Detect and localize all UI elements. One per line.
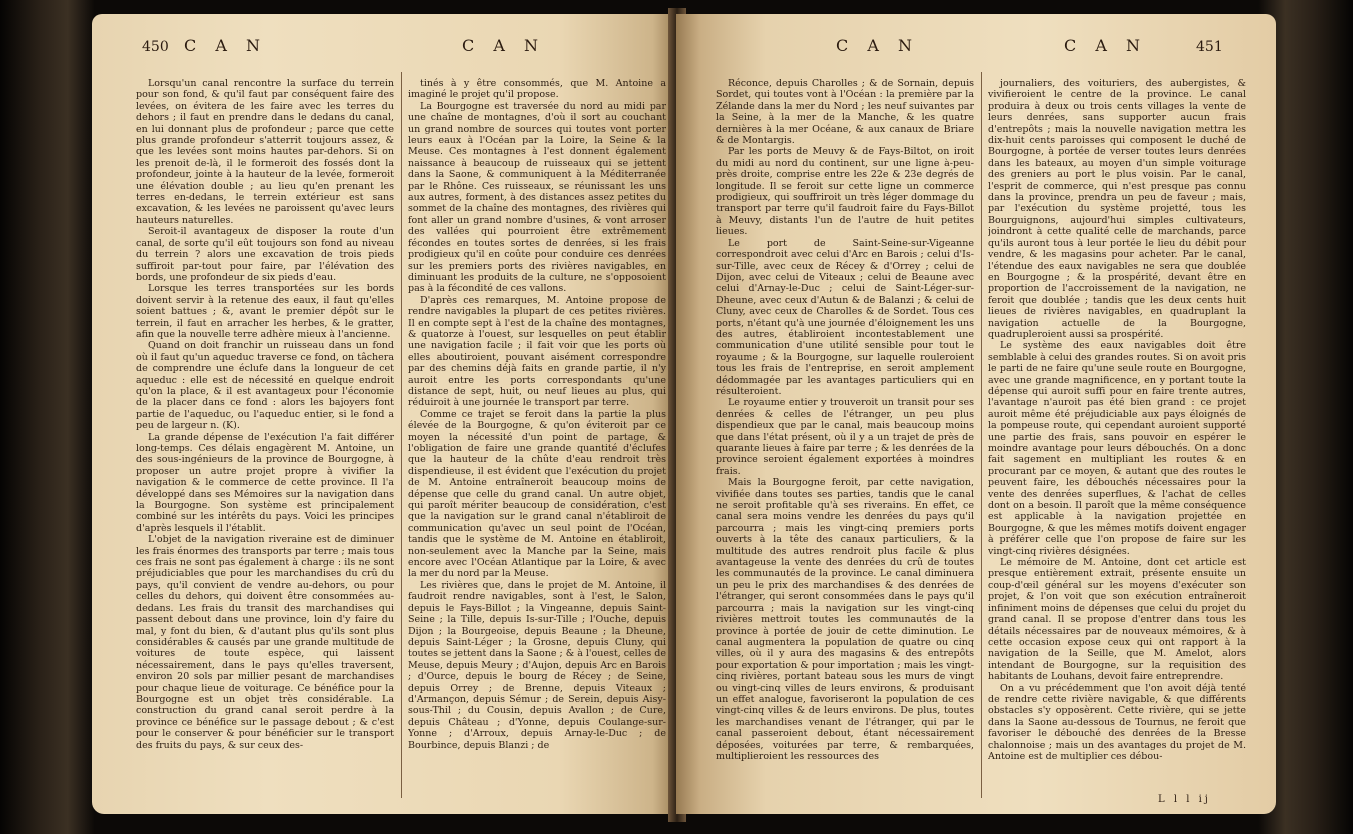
left-column-1 — [136, 78, 394, 798]
paragraph: Le système des eaux navigables doit être semblable à celui des grandes routes. Si on avoit pris le parti de ne faire qu'une seule route en Bourgogne, avec une grande magnificence, en y portant toute la dépense qui auroit suffi pour en faire trente autres, l'avantage n'auroit pas été bien grand : ce projet auroit même été préjudiciable aux pays éloignés de la pompeuse route, qui cependant auroient supporté une partie des frais, sans pouvoir en espérer le moindre avantage pour leurs débouchés. On a donc fait sagement en multipliant les routes & en procurant par ce moyen, & autant que des routes le peuvent faire, les débouchés nécessaires pour la vente des denrées superflues, & l'achat de celles dont on a besoin. Il paroît que la même conséquence est applicable à la navigation projettée en Bourgogne, & que les mêmes motifs doivent engager à préférer celle que l'on propose de faire sur les vingt-cinq rivières désignées. — [988, 340, 1246, 557]
paragraph: Les rivières que, dans le projet de M. Antoine, il faudroit rendre navigables, sont à l'est, le Salon, depuis le Fays-Billot ; la Vingeanne, depuis Saint-Seine ; la Tille, depuis Is-sur-Tille ; l'Ouche, depuis Dijon ; la Bourgeoise, depuis Beaune ; la Dheune, depuis Saint-Léger ; la Grosne, depuis Cluny, qui toutes se jettent dans la Saone ; & à l'ouest, celles de Meuse, depuis Meury ; d'Aujon, depuis Arc en Barois ; d'Ource, depuis le bourg de Récey ; de Seine, depuis Orrey ; de Brenne, depuis Viteaux ; d'Armançon, depuis Sémur ; de Serein, depuis Aisy-sous-Thil ; du Cousin, depuis Avallon ; de Cure, depuis Château ; d'Yonne, depuis Coulange-sur-Yonne ; d'Arroux, depuis Arnay-le-Duc ; de Bourbince, depuis Blanzi ; de — [408, 579, 666, 751]
left-running-head-center: C A N — [462, 36, 545, 55]
left-page — [92, 14, 676, 814]
paragraph: Lorsque les terres transportées sur les bords doivent servir à la retenue des eaux, il faut qu'elles soient battues ; &, avant le premier dépôt sur le terrein, il faut en arracher les herbes, & le gratter, afin que la nouvelle terre adhère mieux à l'ancienne. — [136, 283, 394, 340]
paragraph: La grande dépense de l'exécution l'a fait différer long-temps. Ces délais engagèrent M. Antoine, un des sous-ingénieurs de la province de Bourgogne, à proposer un autre projet propre à vivifier la navigation & le commerce de cette province. Il l'a développé dans ses Mémoires sur la navigation dans la Bourgogne. Son système est principalement combiné sur les intérêts du pays. Voici les principes d'après lesquels il l'établit. — [136, 431, 394, 534]
paragraph: Lorsqu'un canal rencontre la surface du terrein pour son fond, & qu'il faut par conséquent faire des levées, on évitera de les faire avec les terres du dehors ; il faut en prendre dans le dedans du canal, en lui donnant plus de profondeur ; parce que cette plus grande profondeur s'atterrit toujours assez, & que les levées sont moins hautes par-dehors. Si on les prenoit de-là, il le formeroit des fossés dont la profondeur, jointe à la hauteur de la levée, formeroit une élévation double ; au lieu qu'en prenant les terres en-dedans, le terrein extérieur est sans excavation, & les levées ne paroissent qu'avec leurs hauteurs naturelles. — [136, 78, 394, 226]
paragraph: Mais la Bourgogne feroit, par cette navigation, vivifiée dans toutes ses parties, tandis que le canal ne seroit profitable qu'à ses riverains. En effet, ce canal sera moins vendre les denrées du pays qu'il parcourra ; mais les vingt-cinq premiers ports ouverts à la tête des canaux particuliers, & la multitude des autres rendroit plus facile & plus avantageuse la vente des denrées du crû de toutes les communautés de la province. Le canal diminuera un peu le prix des marchandises & des denrées de l'étranger, qui seront consommées dans le pays qu'il parcourra ; mais la navigation sur les vingt-cinq rivières mettroit toutes les communautés de la province à portée de jouir de cette diminution. Le canal augmentera la population de quatre ou cinq villes, où il y aura des magasins & des entrepôts pour exportation & pour importation ; mais les vingt-cinq rivières, portant bateau sous les murs de vingt ou vingt-cinq villes de leurs environs, & produisant un effet analogue, favoriseront la population de ces vingt-cinq villes & de leurs environs. De plus, toutes les marchandises venant de l'étranger, qui par le canal passeroient debout, étant nécessairement déposées, voiturées par terre, & rembarquées, multiplieroient les ressources des — [716, 477, 974, 762]
paragraph: Le port de Saint-Seine-sur-Vigeanne correspondroit avec celui d'Arc en Barois ; celui d'Is-sur-Tille, avec ceux de Récey & d'Orrey ; celui de Dijon, avec celui de Viteaux ; celui de Beaune avec celui d'Arnay-le-Duc ; celui de Saint-Léger-sur-Dheune, avec ceux d'Autun & de Balanzi ; & celui de Cluny, avec ceux de Charolles & de Sordet. Tous ces ports, n'étant qu'à une journée d'éloignement les uns des autres, établiroient incontestablement une communication d'une utilité sensible pour tout le royaume ; & la Bourgogne, sur laquelle rouleroient tous les frais de l'entreprise, en seroit amplement dédommagée par les avantages particuliers qui en résulteroient. — [716, 237, 974, 397]
paragraph: D'après ces remarques, M. Antoine propose de rendre navigables la plupart de ces petites rivières. Il en compte sept à l'est de la chaîne des montagnes, & quatorze à l'ouest, sur lesquelles on peut établir une navigation facile ; il fait voir que les ports où elles aboutiroient, pouvant aisément correspondre par des chemins déjà faits en grande partie, il n'y auroit entre les ports correspondants qu'une distance de sept, huit, ou neuf lieues au plus, qui réduiroit à une journée le transport par terre. — [408, 294, 666, 409]
right-page-number: 451 — [1196, 39, 1223, 55]
left-running-head: C A N — [184, 36, 267, 55]
paragraph: Réconce, depuis Charolles ; & de Sornain, depuis Sordet, qui toutes vont à l'Océan : la première par la Zélande dans la mer du Nord ; les neuf suivantes par la Seine, à la mer de la Manche, & les quatre dernières à la mer Océane, & aux canaux de Briare & de Montargis. — [716, 78, 974, 147]
paragraph: Seroit-il avantageux de disposer la route d'un canal, de sorte qu'il eût toujours son fond au niveau du terrein ? alors une excavation de trois pieds suffiroit par-tout pour faire, par l'élévation des bords, une profondeur de six pieds d'eau. — [136, 226, 394, 283]
right-page — [676, 14, 1276, 814]
paragraph: Le mémoire de M. Antoine, dont cet article est presque entièrement extrait, présente ensuite un coup-d'œil général sur les moyens d'exécuter son projet, & l'on voit que son exécution entraîneroit infiniment moins de dépenses que celui du projet du grand canal. Il se propose d'entrer dans tous les détails nécessaires par de nouveaux mémoires, & à cette occasion expose ceux qui ont rapport à la navigation de la Seille, que M. Amelot, alors intendant de Bourgogne, sur la requisition des habitants de Louhans, devoit faire entreprendre. — [988, 557, 1246, 683]
right-column-1 — [716, 78, 974, 798]
paragraph: La Bourgogne est traversée du nord au midi par une chaîne de montagnes, d'où il sort au couchant un grand nombre de sources qui toutes vont porter leurs eaux à l'Océan par la Loire, la Seine & la Meuse. Ces montagnes à l'est donnent également naissance à beaucoup de ruisseaux qui se jettent dans la Saone, & communiquent à la Méditerranée par le Rhône. Ces ruisseaux, se réunissant les uns aux autres, forment, à des distances assez petites du sommet de la chaîne des montagnes, des rivières qui font aller un grand nombre d'usines, & vont arroser des vallées qui pourroient être extrêmement fécondes en toutes sortes de denrées, si les frais prodigieux qu'il en coûte pour conduire ces denrées sur les premiers ports des rivières navigables, en diminuant les produits de la culture, ne s'opposoient pas à la fécondité de ces vallons. — [408, 100, 666, 295]
right-column-2 — [988, 78, 1246, 798]
right-running-head-center: C A N — [1064, 36, 1147, 55]
paragraph: Par les ports de Meuvy & de Fays-Biltot, on iroit du midi au nord du continent, sur une ligne à-peu-près droite, comprise entre les 22e & 23e degrés de longitude. Il se feroit sur cette ligne un commerce prodigieux, qui souffriroit un très léger dommage du transport par terre qu'il faudroit faire du Fays-Billot à Meuvy, distants l'un de l'autre de huit petites lieues. — [716, 146, 974, 238]
paragraph: journaliers, des voituriers, des aubergistes, & vivifieroient le centre de la province. Le canal produira à deux ou trois cents villages la vente de leurs denrées, sans supporter aucun frais d'entrepôts ; mais la nouvelle navigation mettra les dix-huit cents paroisses qui composent le duché de Bourgogne, à portée de verser toutes leurs denrées dans les bateaux, au moyen d'un simple voiturage des greniers au port le plus voisin. Par le canal, l'esprit de commerce, qui n'est presque pas connu dans la province, prendra un peu de faveur ; mais, par l'exécution du système projetté, tous les Bourguignons, aujourd'hui simples cultivateurs, joindront à cette qualité celle de marchands, parce qu'ils auront tous à leur portée le lieu du débit pour vendre, & les magasins pour acheter. Par le canal, l'étendue des eaux navigables ne sera que doublée en Bourgogne ; & la prospérité, devant être en proportion de l'accroissement de la navigation, ne feroit que doublée ; tandis que les deux cents huit lieues de rivières navigables, en quadruplant la navigation actuelle de la Bourgogne, quadrupleroient aussi sa prospérité. — [988, 78, 1246, 340]
paragraph: Le royaume entier y trouveroit un transit pour ses denrées & celles de l'étranger, un peu plus dispendieux que par le canal, mais beaucoup moins que dans l'état présent, où il y a un trajet de près de quarante lieues à faire par terre ; & les denrées de la province seroient également exportées à moindres frais. — [716, 397, 974, 477]
paragraph: Quand on doit franchir un ruisseau dans un fond où il faut qu'un aqueduc traverse ce fond, on tâchera de comprendre une éclufe dans la longueur de cet aqueduc : elle est de nécessité en quelque endroit qu'on la place, & il est avantageux pour l'économie de la placer dans ce fond : alors les bajoyers font partie de l'aqueduc, ou l'aqueduc entier, si le fond a peu de largeur n. (K). — [136, 340, 394, 432]
paragraph: tinés à y être consommés, que M. Antoine a imaginé le projet qu'il propose. — [408, 78, 666, 101]
signature-mark: L l l ij — [1158, 794, 1211, 805]
column-rule — [401, 72, 402, 798]
left-column-2 — [408, 78, 666, 798]
paragraph: L'objet de la navigation riveraine est de diminuer les frais énormes des transports par terre ; mais tous ces frais ne sont pas également à charge : ils ne sont préjudiciables que pour les marchandises du crû du pays, qu'il convient de vendre au-dehors, ou pour celles du dehors, qui doivent être consommées au-dedans. Les frais du transit des marchandises qui passent debout dans une province, loin d'y faire du mal, y font du bien, & d'autant plus qu'ils sont plus considérables & causés par une grande multitude de voitures de toute espèce, qui laissent nécessairement, dans le pays qu'elles traversent, environ 20 sols par millier pesant de marchandises pour chaque lieue de voiturage. Ce bénéfice pour la Bourgogne est un objet très considérable. La construction du grand canal seroit perdre à la province ce bénéfice sur le passage debout ; & c'est pour le conserver & pour bénéficier sur le transport des fruits du pays, & sur ceux des- — [136, 534, 394, 751]
left-page-number: 450 — [142, 39, 169, 55]
column-rule — [981, 72, 982, 798]
right-running-head: C A N — [836, 36, 919, 55]
paragraph: Comme ce trajet se feroit dans la partie la plus élevée de la Bourgogne, & qu'on éviteroit par ce moyen la nécessité d'un point de partage, & l'obligation de faire une grande quantité d'éclufes que la hauteur de la chûte d'eau rendroit très dispendieuse, il est évident que l'exécution du projet de M. Antoine entraîneroit beaucoup moins de dépense que celle du grand canal. Un autre objet, qui paroît mériter beaucoup de considération, c'est que la navigation sur le grand canal n'établiroit de communication qu'avec un seul point de l'Océan, tandis que le système de M. Antoine en établiroit, non-seulement avec la Manche par la Seine, mais encore avec l'Océan Atlantique par la Loire, & avec la mer du nord par la Meuse. — [408, 408, 666, 580]
paragraph: On a vu précédemment que l'on avoit déjà tenté de rendre cette rivière navigable, & que différents obstacles s'y opposèrent. Cette rivière, qui se jette dans la Saone au-dessous de Tournus, ne feroit que favoriser le débouché des denrées de la Bresse chalonnoise ; mais un des avantages du projet de M. Antoine est de multiplier ces débou- — [988, 682, 1246, 762]
